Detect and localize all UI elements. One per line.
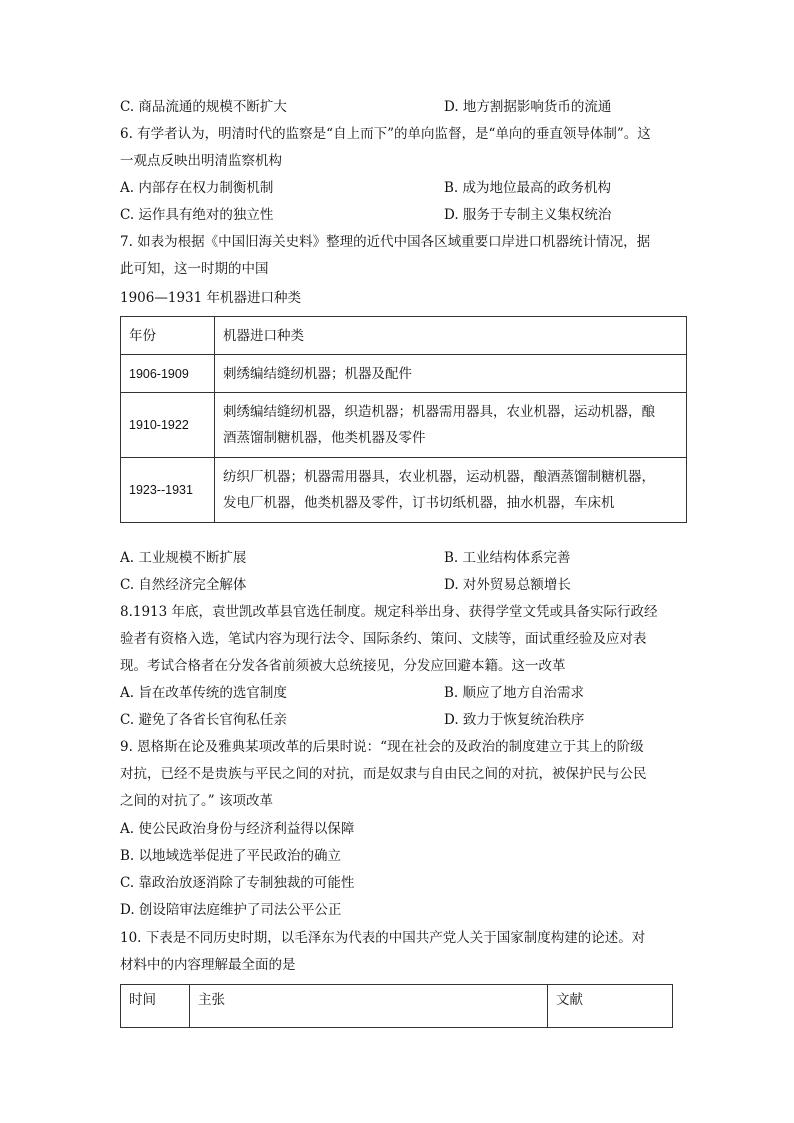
table-cell-year: 1906-1909	[121, 355, 215, 393]
q5-option-d[interactable]: D. 地方割据影响货币的流通	[444, 99, 612, 115]
q7-option-d[interactable]: D. 对外贸易总额增长	[444, 577, 571, 593]
table-header-row	[121, 317, 687, 355]
q9-option-a[interactable]: A. 使公民政治身份与经济利益得以保障	[120, 821, 355, 837]
q9-option-d[interactable]: D. 创设陪审法庭维护了司法公平公正	[120, 902, 342, 918]
q8-option-d[interactable]: D. 致力于恢复统治秩序	[444, 712, 585, 728]
table-cell-types	[215, 355, 687, 393]
q6-option-d[interactable]: D. 服务于专制主义集权统治	[444, 207, 612, 223]
table-row	[121, 458, 687, 523]
cell-line: 发电厂机器，他类机器及零件，订书切纸机器，抽水机器，车床机	[223, 495, 615, 511]
q9-option-c[interactable]: C. 靠政治放逐消除了专制独裁的可能性	[120, 875, 355, 891]
cell-line: 酒蒸馏制糖机器，他类机器及零件	[223, 430, 426, 446]
q5-option-c[interactable]: C. 商品流通的规模不断扩大	[120, 99, 287, 115]
q9-option-b[interactable]: B. 以地域选举促进了平民政治的确立	[120, 848, 342, 864]
q8-option-a[interactable]: A. 旨在改革传统的选官制度	[120, 685, 287, 701]
q7-stem-line-1: 7. 如表为根据《中国旧海关史料》整理的近代中国各区域重要口岸进口机器统计情况，据	[120, 234, 651, 250]
q8-stem-line-3: 现。考试合格者在分发各省前须被大总统接见，分发应回避本籍。这一改革	[120, 658, 566, 674]
cell-line: 刺绣编结缝纫机器，织造机器；机器需用器具，农业机器，运动机器，酿	[223, 404, 655, 420]
q9-stem-line-2: 对抗，已经不是贵族与平民之间的对抗，而是奴隶与自由民之间的对抗，被保护民与公民	[120, 766, 647, 782]
q7-option-c[interactable]: C. 自然经济完全解体	[120, 577, 247, 593]
table-row	[121, 393, 687, 458]
q9-stem-line-1: 9. 恩格斯在论及雅典某项改革的后果时说：“现在社会的及政治的制度建立于其上的阶级	[120, 739, 644, 755]
table-cell-types	[215, 393, 687, 458]
table-header-year: 年份	[121, 317, 215, 355]
table-cell-year: 1923--1931	[121, 458, 215, 523]
q6-option-b[interactable]: B. 成为地位最高的政务机构	[444, 180, 612, 196]
q9-stem-line-3: 之间的对抗了。” 该项改革	[120, 793, 273, 809]
table-header-time: 时间	[121, 985, 190, 1028]
q7-option-a[interactable]: A. 工业规模不断扩展	[120, 550, 247, 566]
q6-option-a[interactable]: A. 内部存在权力制衡机制	[120, 180, 274, 196]
table-cell-types	[215, 458, 687, 523]
q8-stem-line-2: 验者有资格入选，笔试内容为现行法令、国际条约、策问、文牍等，面试重经验及应对表	[120, 631, 647, 647]
table-header-document: 文献	[548, 985, 673, 1028]
q6-stem-line-2: 一观点反映出明清监察机构	[120, 153, 282, 169]
q6-stem-line-1: 6. 有学者认为，明清时代的监察是“自上而下”的单向监督，是“单向的垂直领导体制”。这	[120, 126, 651, 142]
q10-stem-line-2: 材料中的内容理解最全面的是	[120, 957, 296, 973]
q6-option-c[interactable]: C. 运作具有绝对的独立性	[120, 207, 274, 223]
q7-stem-line-2: 此可知，这一时期的中国	[120, 261, 269, 277]
table-header-proposal: 主张	[190, 985, 548, 1028]
table-cell-year: 1910-1922	[121, 393, 215, 458]
q10-stem-line-1: 10. 下表是不同历史时期，以毛泽东为代表的中国共产党人关于国家制度构建的论述。对	[120, 930, 646, 946]
table-header-types: 机器进口种类	[215, 317, 687, 355]
cell-line: 刺绣编结缝纫机器；机器及配件	[223, 365, 412, 382]
machine-import-table	[120, 316, 687, 523]
policy-statements-table	[120, 984, 673, 1028]
table-row	[121, 355, 687, 393]
cell-line: 纺织厂机器；机器需用器具，农业机器，运动机器，酿酒蒸馏制糖机器，	[223, 469, 655, 485]
table-header-row	[121, 985, 673, 1028]
q8-option-c[interactable]: C. 避免了各省长官徇私任亲	[120, 712, 287, 728]
q7-option-b[interactable]: B. 工业结构体系完善	[444, 550, 571, 566]
q8-option-b[interactable]: B. 顺应了地方自治需求	[444, 685, 585, 701]
q7-table-caption: 1906—1931 年机器进口种类	[120, 290, 302, 306]
q8-stem-line-1: 8.1913 年底，袁世凯改革县官选任制度。规定科举出身、获得学堂文凭或具备实际行政经	[120, 604, 658, 620]
